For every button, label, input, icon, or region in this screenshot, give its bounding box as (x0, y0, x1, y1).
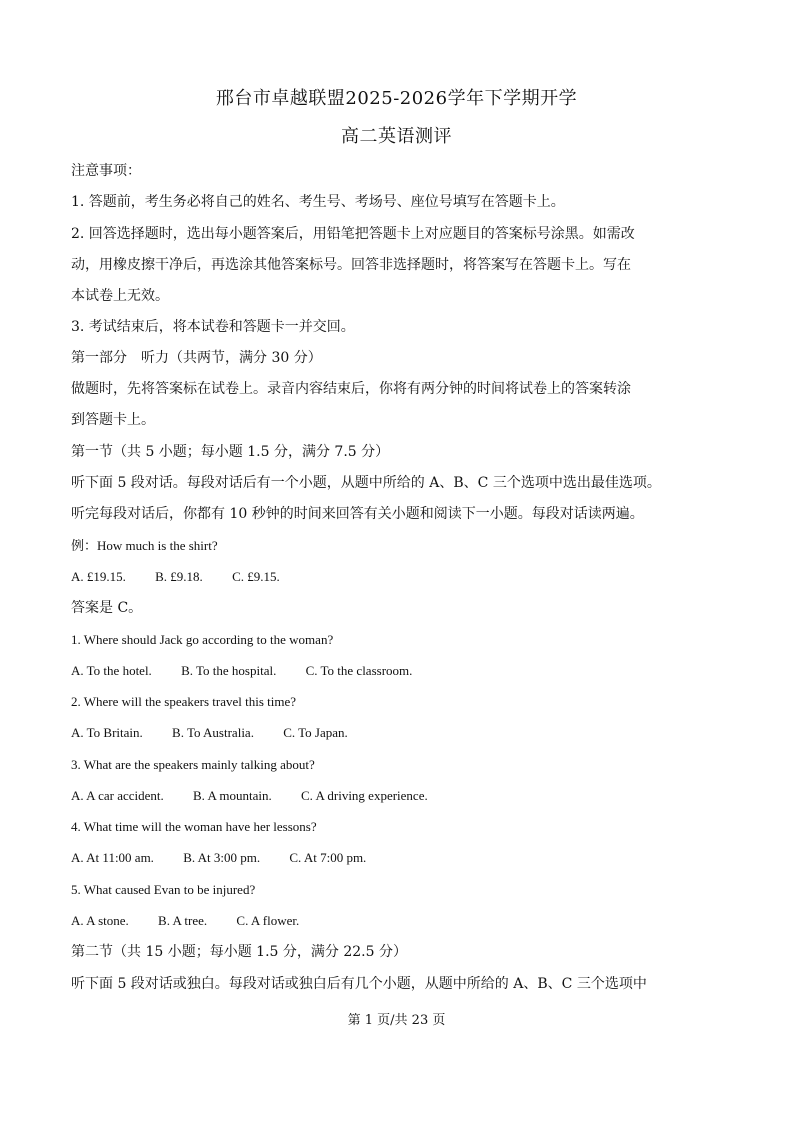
question-5-options (71, 911, 299, 931)
part1-heading: 第一部分 听力（共两节，满分 30 分） (71, 350, 322, 366)
question-4: 4. What time will the woman have her lessons? (71, 819, 317, 834)
question-2-option-c: C. To Japan. (283, 725, 348, 740)
question-2-option-a: A. To Britain. (71, 725, 143, 740)
example-option-a: A. £19.15. (71, 569, 126, 584)
question-2: 2. Where will the speakers travel this time? (71, 694, 297, 709)
question-5-option-a: A. A stone. (71, 913, 129, 928)
question-4-option-c: C. At 7:00 pm. (289, 850, 367, 865)
question-2-options (71, 723, 348, 743)
notes-item-2b: 动，用橡皮擦干净后，再选涂其他答案标号。回答非选择题时，将答案写在答题卡上。写在 (71, 257, 631, 273)
question-5-option-c: C. A flower. (236, 913, 300, 928)
notes-item-2a: 2. 回答选择题时，选出每小题答案后，用铅笔把答题卡上对应题目的答案标号涂黑。如需改 (71, 226, 635, 242)
notes-item-3: 3. 考试结束后，将本试卷和答题卡一并交回。 (71, 319, 355, 335)
part1-intro-a: 做题时，先将答案标在试卷上。录音内容结束后，你将有两分钟的时间将试卷上的答案转涂 (71, 381, 631, 397)
section1-intro-b: 听完每段对话后，你都有 10 秒钟的时间来回答有关小题和阅读下一小题。每段对话读两遍。 (71, 506, 644, 522)
question-3-options (71, 786, 428, 806)
question-1-option-a: A. To the hotel. (71, 663, 152, 678)
example-options (71, 567, 280, 587)
question-4-options (71, 848, 366, 868)
exam-title-line2: 高二英语测评 (341, 126, 452, 147)
notes-item-2c: 本试卷上无效。 (71, 288, 169, 304)
question-5-option-b: B. A tree. (158, 913, 208, 928)
example-question: 例：How much is the shirt? (71, 538, 218, 553)
question-5: 5. What caused Evan to be injured? (71, 882, 256, 897)
question-2-option-b: B. To Australia. (172, 725, 254, 740)
question-3-option-c: C. A driving experience. (301, 788, 428, 803)
section2-heading: 第二节（共 15 小题；每小题 1.5 分，满分 22.5 分） (71, 944, 407, 960)
example-answer: 答案是 C。 (71, 600, 143, 616)
part1-intro-b: 到答题卡上。 (71, 412, 155, 428)
question-1-option-c: C. To the classroom. (305, 663, 413, 678)
notes-heading: 注意事项： (71, 163, 141, 179)
question-4-option-b: B. At 3:00 pm. (183, 850, 261, 865)
question-1-option-b: B. To the hospital. (181, 663, 277, 678)
question-3-option-a: A. A car accident. (71, 788, 164, 803)
question-1: 1. Where should Jack go according to the woman? (71, 632, 334, 647)
section2-intro-a: 听下面 5 段对话或独白。每段对话或独白后有几个小题，从题中所给的 A、B、C 三个选项中 (71, 976, 647, 992)
exam-title-line1: 邢台市卓越联盟2025-2026学年下学期开学 (215, 88, 578, 109)
question-4-option-a: A. At 11:00 am. (71, 850, 154, 865)
example-option-b: B. £9.18. (155, 569, 203, 584)
page-number: 第 1 页/共 23 页 (347, 1013, 446, 1028)
notes-item-1: 1. 答题前，考生务必将自己的姓名、考生号、考场号、座位号填写在答题卡上。 (71, 194, 565, 210)
question-3: 3. What are the speakers mainly talking about? (71, 757, 315, 772)
section1-intro-a: 听下面 5 段对话。每段对话后有一个小题，从题中所给的 A、B、C 三个选项中选出最佳选项。 (71, 475, 661, 491)
question-3-option-b: B. A mountain. (193, 788, 272, 803)
example-option-c: C. £9.15. (232, 569, 280, 584)
section1-heading: 第一节（共 5 小题；每小题 1.5 分，满分 7.5 分） (71, 444, 390, 460)
question-1-options (71, 661, 412, 681)
